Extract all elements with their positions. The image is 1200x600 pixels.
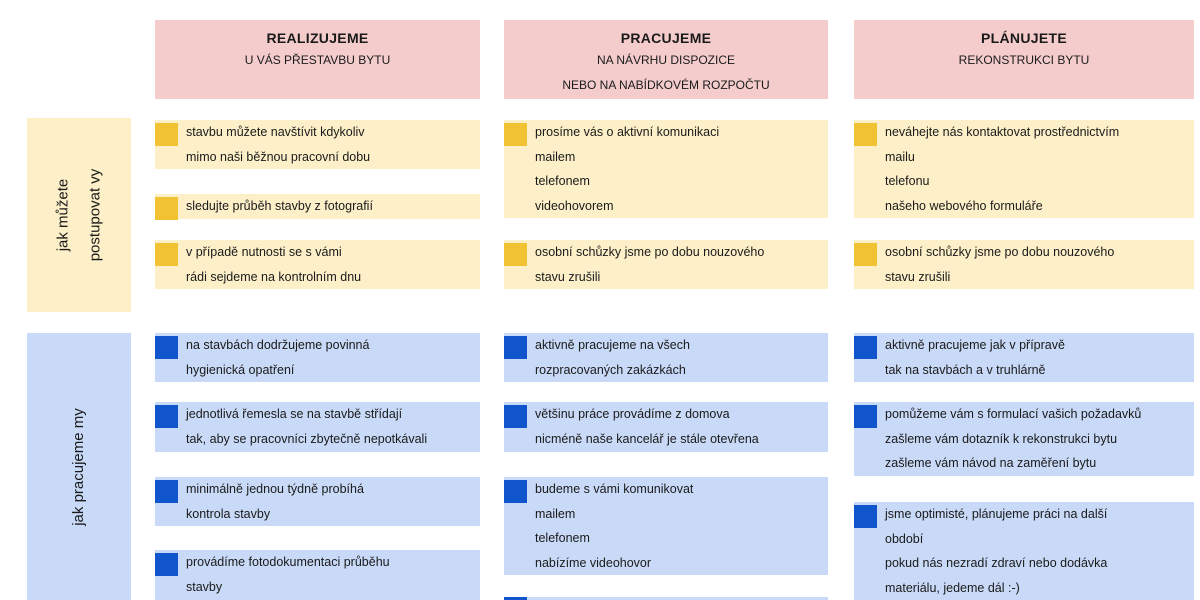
yellow-square-marker-icon (504, 243, 527, 266)
item-text: zašleme vám návod na zaměření bytu (885, 456, 1097, 470)
list-item (155, 194, 480, 219)
blue-square-marker-icon (155, 405, 178, 428)
side-label-line: jak pracujeme my (70, 407, 88, 526)
list-item (854, 333, 1194, 382)
item-text: telefonem (535, 531, 590, 545)
item-text: aktivně pracujeme jak v přípravě (885, 338, 1065, 352)
header-title: PLÁNUJETE (981, 30, 1067, 46)
item-text: rozpracovaných zakázkách (535, 362, 686, 377)
item-text: osobní schůzky jsme po dobu nouzového (885, 245, 1115, 259)
item-text: pomůžeme vám s formulací vašich požadavků (885, 407, 1142, 421)
item-text: pokud nás nezradí zdraví nebo dodávka (885, 556, 1108, 570)
item-text: hygienická opatření (186, 362, 295, 377)
item-text: stavby (186, 579, 223, 594)
item-text: zašleme vám dotazník k rekonstrukci bytu (885, 431, 1118, 446)
item-text: osobní schůzky jsme po dobu nouzového (535, 245, 765, 259)
blue-square-marker-icon (854, 336, 877, 359)
item-text: mailem (535, 149, 576, 164)
side-label-line: jak můžete (54, 178, 71, 252)
item-text: kontrola stavby (186, 506, 271, 521)
item-text: stavu zrušili (885, 269, 951, 284)
side-label-line: postupovat vy (86, 168, 103, 262)
item-text: prosíme vás o aktivní komunikaci (535, 125, 720, 139)
item-text: jsme optimisté, plánujeme práci na další (885, 507, 1108, 521)
item-text: nicméně naše kancelář je stále otevřena (535, 431, 759, 446)
item-text: jednotlivá řemesla se na stavbě střídají (186, 407, 403, 421)
side-label-we (27, 333, 131, 600)
item-text: neváhejte nás kontaktovat prostřednictvím (885, 125, 1120, 139)
list-item (504, 477, 828, 575)
item-text: provádíme fotodokumentaci průběhu (186, 555, 390, 569)
blue-square-marker-icon (155, 336, 178, 359)
item-text: období (885, 531, 924, 546)
blue-square-marker-icon (854, 405, 877, 428)
item-text: tak na stavbách a v truhlárně (885, 362, 1046, 377)
list-item (155, 477, 480, 526)
list-item (854, 240, 1194, 289)
header-subtitle (155, 48, 480, 73)
item-text: mailu (885, 149, 915, 164)
list-item (504, 402, 828, 452)
item-text: mailem (535, 506, 576, 521)
header-subtitle-line: REKONSTRUKCI BYTU (958, 53, 1090, 67)
yellow-square-marker-icon (155, 123, 178, 146)
item-text: stavbu můžete navštívit kdykoliv (186, 125, 365, 139)
blue-square-marker-icon (504, 405, 527, 428)
blue-square-marker-icon (504, 336, 527, 359)
list-item (155, 402, 480, 452)
item-text: tak, aby se pracovníci zbytečně nepotkávali (186, 431, 428, 446)
header-title: REALIZUJEME (266, 30, 369, 46)
header-pracujeme (504, 20, 828, 99)
item-text: nabízíme videohovor (535, 555, 652, 570)
item-text: mimo naši běžnou pracovní dobu (186, 149, 371, 164)
list-item (504, 120, 828, 218)
yellow-square-marker-icon (504, 123, 527, 146)
list-item (155, 333, 480, 382)
list-item (504, 333, 828, 382)
list-item (854, 120, 1194, 218)
list-item (155, 240, 480, 289)
item-text: telefonu (885, 174, 930, 188)
yellow-square-marker-icon (854, 123, 877, 146)
header-subtitle (504, 48, 828, 98)
header-subtitle-line: NA NÁVRHU DISPOZICE (596, 53, 736, 67)
item-text: videohovorem (535, 198, 614, 213)
blue-square-marker-icon (155, 553, 178, 576)
header-subtitle-line: NEBO NA NABÍDKOVÉM ROZPOČTU (562, 78, 770, 92)
list-item (155, 550, 480, 600)
yellow-square-marker-icon (155, 243, 178, 266)
list-item (854, 402, 1194, 476)
header-realizujeme (155, 20, 480, 99)
header-subtitle (854, 48, 1194, 73)
yellow-square-marker-icon (854, 243, 877, 266)
list-item (155, 120, 480, 169)
blue-square-marker-icon (854, 505, 877, 528)
yellow-square-marker-icon (155, 197, 178, 220)
header-subtitle-line: U VÁS PŘESTAVBU BYTU (244, 53, 391, 67)
side-label-text (47, 169, 111, 262)
list-item (504, 240, 828, 289)
side-label-text (63, 408, 95, 526)
header-title: PRACUJEME (620, 30, 712, 46)
item-text: telefonem (535, 174, 590, 188)
item-text: aktivně pracujeme na všech (535, 338, 690, 352)
blue-square-marker-icon (155, 480, 178, 503)
item-text: v případě nutnosti se s vámi (186, 245, 342, 259)
item-text: minimálně jednou týdně probíhá (186, 482, 364, 496)
item-text: stavu zrušili (535, 269, 601, 284)
list-item (854, 502, 1194, 600)
item-text: budeme s vámi komunikovat (535, 482, 694, 496)
header-planujete (854, 20, 1194, 99)
blue-square-marker-icon (504, 480, 527, 503)
item-text: materiálu, jedeme dál :-) (885, 580, 1020, 595)
item-text: na stavbách dodržujeme povinná (186, 338, 370, 352)
side-label-you (27, 118, 131, 312)
item-text: našeho webového formuláře (885, 198, 1043, 213)
item-text: většinu práce provádíme z domova (535, 407, 730, 421)
item-text: sledujte průběh stavby z fotografií (186, 199, 373, 213)
item-text: rádi sejdeme na kontrolním dnu (186, 269, 362, 284)
